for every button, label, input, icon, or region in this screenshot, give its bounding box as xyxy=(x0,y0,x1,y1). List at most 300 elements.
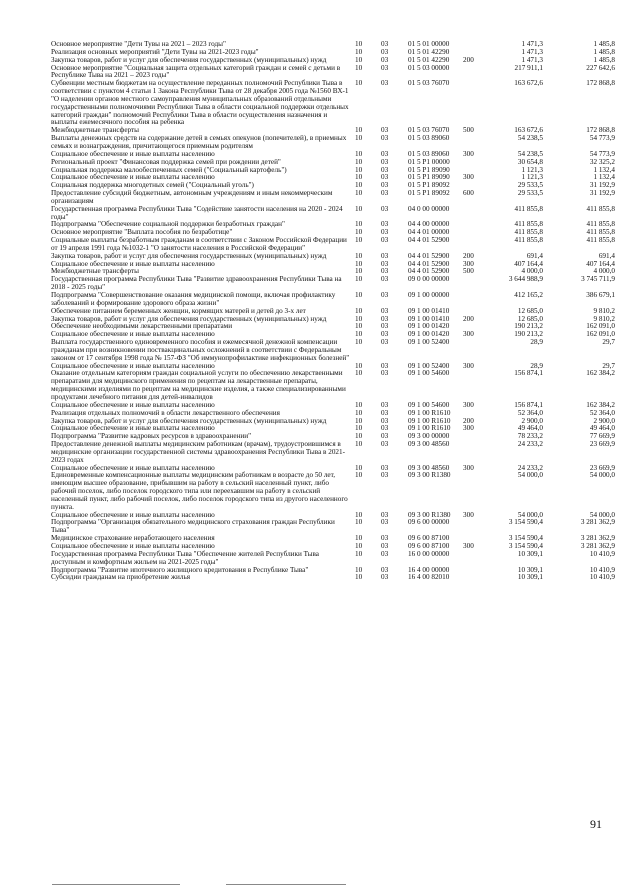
row-section-cell: 10 xyxy=(355,416,363,425)
row-amount-2022-cell: 54 000,0 xyxy=(517,471,543,480)
row-amount-2023-cell: 1 485,8 xyxy=(593,40,615,48)
row-target-code-cell: 01 5 P1 89090 xyxy=(408,165,450,174)
row-amount-2023-cell: 4 000,0 xyxy=(593,267,615,276)
row-name-cell: Основное мероприятие "Социальная защита отдельных категорий граждан и семей с детьми в Республике Тыва на 2021 – 2023 годы" xyxy=(51,63,341,80)
row-expense-type-cell xyxy=(463,292,485,308)
row-amount-2022-cell: 1 471,3 xyxy=(521,40,543,48)
row-section-cell: 10 xyxy=(355,534,363,543)
row-subsection-cell: 03 xyxy=(381,322,389,331)
row-amount-2022-cell: 28,9 xyxy=(530,338,543,347)
row-expense-type-cell xyxy=(463,237,485,253)
row-subsection-cell: 03 xyxy=(381,189,389,198)
row-amount-2022-cell: 156 874,1 xyxy=(514,400,543,409)
row-subsection-cell: 03 xyxy=(381,165,389,174)
row-amount-2022-cell: 1 121,3 xyxy=(521,173,543,182)
row-amount-2023-cell: 3 281 362,9 xyxy=(580,518,615,527)
row-target-code-cell: 01 5 03 00000 xyxy=(408,63,450,72)
row-name-cell: Выплаты денежных средств на содержание детей в семьях опекунов (попечителей), в приемных семьях и вознаграждения, причитающегося приемным родителям xyxy=(51,134,347,150)
row-section-cell: 10 xyxy=(355,189,363,198)
row-amount-2022-cell: 54 238,5 xyxy=(517,149,543,158)
row-target-code-cell: 09 3 00 00000 xyxy=(408,432,450,441)
row-amount-2023-cell: 411 855,8 xyxy=(586,236,615,245)
row-amount-2023-cell: 29,7 xyxy=(602,361,615,370)
row-expense-type-cell xyxy=(463,567,485,575)
row-target-code-cell: 09 1 00 01420 xyxy=(408,330,450,339)
budget-table xyxy=(51,41,615,582)
row-section-cell: 10 xyxy=(355,149,363,158)
row-target-code-cell: 01 5 03 89060 xyxy=(408,149,450,158)
row-subsection-cell: 03 xyxy=(381,134,389,143)
row-name-cell: Межбюджетные трансферты xyxy=(51,126,139,135)
row-section-cell: 10 xyxy=(355,369,363,378)
row-amount-2023-cell: 172 868,8 xyxy=(586,79,615,88)
row-section-cell: 10 xyxy=(355,330,363,339)
budget-table-body xyxy=(51,41,615,582)
row-name-cell: Социальная поддержка многодетных семей ("Социальный уголь") xyxy=(51,181,254,190)
row-name-cell: Государственная программа Республики Тыва "Развитие здравоохранения Республики Тыва на 2018 - 2025 годы" xyxy=(51,275,342,292)
row-amount-2022-cell: 52 364,0 xyxy=(517,408,543,417)
row-target-code-cell: 09 0 00 00000 xyxy=(408,275,450,284)
row-expense-type-cell: 300 xyxy=(463,463,474,472)
row-expense-type-cell xyxy=(463,574,485,582)
row-subsection-cell: 03 xyxy=(381,157,389,166)
row-section-cell: 10 xyxy=(355,55,363,64)
row-target-code-cell: 01 5 01 42290 xyxy=(408,55,450,64)
row-expense-type-cell: 300 xyxy=(463,330,474,339)
row-subsection-cell: 03 xyxy=(381,291,389,299)
row-amount-2022-cell: 54 000,0 xyxy=(517,510,543,519)
row-name-cell: Выплата государственного единовременного пособия и ежемесячной денежной компенсации гражданам при возникновении поствакцинальных осложнений в соответствии с Федеральным законом от 17 сентября 1998 года № 157-ФЗ "Об иммунопрофилактике инфекционных болезней" xyxy=(51,338,350,362)
row-expense-type-cell: 300 xyxy=(463,424,474,433)
row-amount-2022-cell: 691,4 xyxy=(526,251,543,260)
row-target-code-cell: 09 1 00 00000 xyxy=(408,291,450,299)
row-amount-2023-cell: 54 000,0 xyxy=(589,471,615,480)
row-amount-2022-cell: 163 672,6 xyxy=(514,79,543,88)
row-section-cell: 10 xyxy=(355,400,363,409)
row-section-cell: 10 xyxy=(355,463,363,472)
row-amount-2022-cell: 54 238,5 xyxy=(517,134,543,143)
row-target-code-cell: 04 4 01 52900 xyxy=(408,236,450,245)
row-target-code-cell: 09 1 00 R1610 xyxy=(408,416,451,425)
row-name-cell: Социальное обеспечение и иные выплаты населению xyxy=(51,259,215,268)
row-name-cell: Закупка товаров, работ и услуг для обеспечения государственных (муниципальных) нужд xyxy=(51,416,327,425)
row-amount-2022-cell: 4 000,0 xyxy=(521,267,543,276)
row-target-code-cell: 01 5 P1 00000 xyxy=(408,157,450,166)
row-amount-2022-cell: 24 233,2 xyxy=(517,463,543,472)
row-target-code-cell: 16 4 00 00000 xyxy=(408,565,450,574)
row-expense-type-cell xyxy=(463,41,485,49)
row-expense-type-cell: 300 xyxy=(463,259,474,268)
row-amount-2022-cell: 156 874,1 xyxy=(514,369,543,378)
row-section-cell: 10 xyxy=(355,322,363,331)
row-amount-2023-cell: 54 773,9 xyxy=(589,149,615,158)
row-section-cell: 10 xyxy=(355,63,363,72)
row-amount-2022-cell: 78 233,2 xyxy=(517,432,543,441)
table-row xyxy=(51,370,615,401)
row-section-cell: 10 xyxy=(355,157,363,166)
row-subsection-cell: 03 xyxy=(381,565,389,574)
row-subsection-cell: 03 xyxy=(381,361,389,370)
row-expense-type-cell xyxy=(463,441,485,465)
row-target-code-cell: 01 5 P1 89092 xyxy=(408,189,450,198)
row-section-cell: 10 xyxy=(355,408,363,417)
table-row xyxy=(51,292,615,308)
row-target-code-cell: 09 1 00 R1610 xyxy=(408,408,451,417)
row-amount-2023-cell: 32 325,2 xyxy=(589,157,615,166)
row-expense-type-cell xyxy=(463,135,485,151)
row-subsection-cell: 03 xyxy=(381,534,389,543)
row-expense-type-cell: 300 xyxy=(463,149,474,158)
row-amount-2023-cell: 411 855,8 xyxy=(586,204,615,213)
row-expense-type-cell: 200 xyxy=(463,251,474,260)
table-row xyxy=(51,551,615,567)
row-expense-type-cell xyxy=(463,65,485,81)
row-expense-type-cell xyxy=(463,433,485,441)
row-target-code-cell: 04 0 00 00000 xyxy=(408,204,450,213)
row-section-cell: 10 xyxy=(355,306,363,315)
row-section-cell: 10 xyxy=(355,291,363,299)
row-target-code-cell: 09 1 00 01410 xyxy=(408,314,450,323)
row-amount-2022-cell: 3 644 988,9 xyxy=(508,275,543,284)
row-section-cell: 10 xyxy=(355,542,363,550)
row-expense-type-cell xyxy=(463,276,485,292)
row-subsection-cell: 03 xyxy=(381,126,389,135)
table-row xyxy=(51,80,615,127)
row-section-cell: 10 xyxy=(355,471,363,480)
row-amount-2022-cell: 1 471,3 xyxy=(521,47,543,56)
row-target-code-cell: 01 5 P1 89092 xyxy=(408,181,450,190)
row-expense-type-cell: 300 xyxy=(463,400,474,409)
row-target-code-cell: 09 6 00 87100 xyxy=(408,542,450,550)
row-section-cell: 10 xyxy=(355,518,363,527)
row-target-code-cell: 16 4 00 82010 xyxy=(408,573,450,582)
row-amount-2023-cell: 54 000,0 xyxy=(589,510,615,519)
row-target-code-cell: 01 5 03 89060 xyxy=(408,134,450,143)
row-amount-2022-cell: 10 309,1 xyxy=(517,573,543,582)
row-amount-2022-cell: 163 672,6 xyxy=(514,126,543,135)
row-name-cell: Межбюджетные трансферты xyxy=(51,267,139,276)
table-row xyxy=(51,519,615,535)
row-amount-2023-cell: 172 868,8 xyxy=(586,126,615,135)
row-expense-type-cell: 200 xyxy=(463,55,474,64)
row-amount-2022-cell: 28,9 xyxy=(530,361,543,370)
row-subsection-cell: 03 xyxy=(381,440,389,449)
row-name-cell: Государственная программа Республики Тыва "Содействие занятости населения на 2020 - 2024 годы" xyxy=(51,204,343,221)
row-target-code-cell: 09 6 00 00000 xyxy=(408,518,450,527)
table-row xyxy=(51,574,615,582)
row-amount-2023-cell: 10 410,9 xyxy=(589,573,615,582)
row-amount-2023-cell: 162 091,0 xyxy=(586,322,615,331)
row-subsection-cell: 03 xyxy=(381,47,389,56)
row-amount-2023-cell: 1 132,4 xyxy=(593,165,615,174)
row-target-code-cell: 09 3 00 R1380 xyxy=(408,510,451,519)
row-subsection-cell: 03 xyxy=(381,573,389,582)
table-row xyxy=(51,472,615,511)
row-target-code-cell: 09 6 00 87100 xyxy=(408,534,450,543)
row-name-cell: Подпрограмма "Организация обязательного медицинского страхования граждан Республики Тыва" xyxy=(51,518,335,535)
row-subsection-cell: 03 xyxy=(381,79,389,88)
row-name-cell: Подпрограмма "Совершенствование оказания медицинской помощи, включая профилактику заболеваний и формирование здорового образа жизни" xyxy=(51,291,336,307)
row-amount-2022-cell: 2 900,0 xyxy=(521,416,543,425)
row-target-code-cell: 04 4 01 52900 xyxy=(408,259,450,268)
row-amount-2022-cell: 412 165,2 xyxy=(514,291,543,299)
row-expense-type-cell xyxy=(463,159,485,167)
row-target-code-cell: 09 1 00 54600 xyxy=(408,369,450,378)
row-target-code-cell: 09 3 00 R1380 xyxy=(408,471,451,480)
row-section-cell: 10 xyxy=(355,259,363,268)
row-section-cell: 10 xyxy=(355,165,363,174)
row-amount-2022-cell: 411 855,8 xyxy=(514,236,543,245)
row-section-cell: 10 xyxy=(355,220,363,229)
row-amount-2022-cell: 12 685,0 xyxy=(517,314,543,323)
row-subsection-cell: 03 xyxy=(381,314,389,323)
row-amount-2023-cell: 23 669,9 xyxy=(589,440,615,449)
row-expense-type-cell: 500 xyxy=(463,126,474,135)
row-amount-2022-cell: 407 164,4 xyxy=(514,259,543,268)
row-name-cell: Обеспечение питанием беременных женщин, кормящих матерей и детей до 3-х лет xyxy=(51,306,306,315)
page-number: 91 xyxy=(590,817,602,831)
row-amount-2023-cell: 407 164,4 xyxy=(586,259,615,268)
row-expense-type-cell xyxy=(463,551,485,567)
row-name-cell: Основное мероприятие "Дети Тувы на 2021 – 2023 годы" xyxy=(51,40,226,48)
row-expense-type-cell: 500 xyxy=(463,267,474,276)
table-row xyxy=(51,65,615,81)
row-subsection-cell: 03 xyxy=(381,432,389,441)
row-expense-type-cell: 300 xyxy=(463,173,474,182)
row-expense-type-cell xyxy=(463,229,485,237)
row-amount-2023-cell: 9 810,2 xyxy=(593,306,615,315)
row-subsection-cell: 03 xyxy=(381,400,389,409)
row-subsection-cell: 03 xyxy=(381,306,389,315)
row-amount-2023-cell: 52 364,0 xyxy=(589,408,615,417)
row-target-code-cell: 09 1 00 52400 xyxy=(408,338,450,347)
row-amount-2022-cell: 24 233,2 xyxy=(517,440,543,449)
row-name-cell: Социальное обеспечение и иные выплаты населению xyxy=(51,510,215,519)
row-amount-2022-cell: 49 464,0 xyxy=(517,424,543,433)
row-amount-2022-cell: 217 911,1 xyxy=(514,63,543,72)
row-amount-2022-cell: 29 533,5 xyxy=(517,189,543,198)
row-amount-2023-cell: 9 810,2 xyxy=(593,314,615,323)
table-row xyxy=(51,135,615,151)
row-section-cell: 10 xyxy=(355,314,363,323)
row-amount-2022-cell: 10 309,1 xyxy=(517,549,543,558)
row-name-cell: Социальное обеспечение и иные выплаты населению xyxy=(51,361,215,370)
row-expense-type-cell xyxy=(463,80,485,127)
row-amount-2023-cell: 54 773,9 xyxy=(589,134,615,143)
row-target-code-cell: 01 5 01 42290 xyxy=(408,47,450,56)
row-name-cell: Социальные выплаты безработным гражданам в соответствии с Законом Российской Федерации от 19 апреля 1991 года №1032-1 "О занятости населения в Российской Федерации" xyxy=(51,236,347,252)
row-subsection-cell: 03 xyxy=(381,549,389,558)
row-subsection-cell: 03 xyxy=(381,63,389,72)
row-name-cell: Социальное обеспечение и иные выплаты населению xyxy=(51,173,215,182)
row-name-cell: Социальное обеспечение и иные выплаты населению xyxy=(51,330,215,339)
row-amount-2023-cell: 31 192,9 xyxy=(589,181,615,190)
row-amount-2023-cell: 162 091,0 xyxy=(586,330,615,339)
row-subsection-cell: 03 xyxy=(381,275,389,284)
row-amount-2023-cell: 162 384,2 xyxy=(586,400,615,409)
row-name-cell: Предоставление денежной выплаты медицинским работникам (врачам), трудоустроившимся в медицинские организации государственной системы здравоохранения Республики Тыва в 2021-2023 годах xyxy=(51,440,346,464)
table-row xyxy=(51,190,615,206)
row-amount-2023-cell: 49 464,0 xyxy=(589,424,615,433)
row-subsection-cell: 03 xyxy=(381,542,389,550)
row-target-code-cell: 09 1 00 01410 xyxy=(408,306,450,315)
row-amount-2023-cell: 3 745 711,9 xyxy=(581,275,615,284)
row-name-cell: Социальное обеспечение и иные выплаты населению xyxy=(51,542,215,550)
row-name-cell: Подпрограмма "Развитие ипотечного жилищного кредитования в Республике Тыва" xyxy=(51,565,309,574)
row-expense-type-cell xyxy=(463,206,485,222)
row-subsection-cell: 03 xyxy=(381,369,389,378)
row-expense-type-cell: 200 xyxy=(463,314,474,323)
row-target-code-cell: 01 5 03 76070 xyxy=(408,79,450,88)
row-subsection-cell: 03 xyxy=(381,181,389,190)
row-subsection-cell: 03 xyxy=(381,463,389,472)
row-name-cell: Единовременные компенсационные выплаты медицинским работникам в возрасте до 50 лет, имеющим высшее образование, прибывшим на работу в сельский населенный пункт, либо рабочий поселок, либо поселок городского типа или переехавшим на работу в сельский населенный пункт, либо рабочий поселок, либо поселок городского типа из другого населенного пункта. xyxy=(51,471,348,511)
row-amount-2023-cell: 386 679,1 xyxy=(586,291,615,299)
row-amount-2022-cell: 411 855,8 xyxy=(514,220,543,229)
row-amount-2023-cell: 411 855,8 xyxy=(586,228,615,237)
row-section-cell: 10 xyxy=(355,565,363,574)
row-target-code-cell: 09 1 00 52400 xyxy=(408,361,450,370)
row-amount-2022-cell: 3 154 590,4 xyxy=(508,518,543,527)
row-name-cell: Государственная программа Республики Тыва "Обеспечение жителей Республики Тыва доступным и комфортным жильем на 2021-2025 годы" xyxy=(51,549,319,566)
row-subsection-cell: 03 xyxy=(381,173,389,182)
row-target-code-cell: 09 3 00 48560 xyxy=(408,440,450,449)
row-name-cell: Реализация основных мероприятий "Дети Тувы на 2021-2023 годы" xyxy=(51,47,259,56)
row-section-cell: 10 xyxy=(355,181,363,190)
table-row xyxy=(51,237,615,253)
row-name-cell: Медицинское страхование неработающего населения xyxy=(51,534,215,543)
row-subsection-cell: 03 xyxy=(381,471,389,480)
row-section-cell: 10 xyxy=(355,338,363,347)
row-amount-2022-cell: 3 154 590,4 xyxy=(508,534,543,543)
row-name-cell: Обеспечение необходимыми лекарственными препаратами xyxy=(51,322,233,331)
row-amount-2022-cell: 411 855,8 xyxy=(514,204,543,213)
footer-rule xyxy=(52,884,180,885)
row-subsection-cell: 03 xyxy=(381,228,389,237)
row-section-cell: 10 xyxy=(355,204,363,213)
row-name-cell: Закупка товаров, работ и услуг для обеспечения государственных (муниципальных) нужд xyxy=(51,314,327,323)
row-section-cell: 10 xyxy=(355,424,363,433)
row-name-cell: Закупка товаров, работ и услуг для обеспечения государственных (муниципальных) нужд xyxy=(51,251,327,260)
row-section-cell: 10 xyxy=(355,228,363,237)
row-expense-type-cell xyxy=(463,221,485,229)
row-section-cell: 10 xyxy=(355,432,363,441)
row-amount-2023-cell: 411 855,8 xyxy=(586,220,615,229)
row-name-cell: Подпрограмма "Развитие кадровых ресурсов в здравоохранении" xyxy=(51,432,252,441)
row-expense-type-cell: 600 xyxy=(463,189,474,198)
row-amount-2023-cell: 1 132,4 xyxy=(593,173,615,182)
row-name-cell: Оказание отдельным категориям граждан социальной услуги по обеспечению лекарственными препаратами для медицинского применения по рецептам на лекарственные препараты, медицинскими изделиями по рецептам на медицинские изделия, а также специализированными продуктами лечебного питания для детей-инвалидов xyxy=(51,369,346,401)
row-target-code-cell: 01 5 P1 89090 xyxy=(408,173,450,182)
row-name-cell: Предоставление субсидий бюджетным, автономным учреждениям и иным некоммерческим организациям xyxy=(51,189,333,205)
row-amount-2023-cell: 3 281 362,9 xyxy=(580,542,615,550)
row-subsection-cell: 03 xyxy=(381,251,389,260)
row-amount-2022-cell: 411 855,8 xyxy=(514,228,543,237)
row-amount-2022-cell: 30 654,8 xyxy=(517,157,543,166)
row-amount-2023-cell: 1 485,8 xyxy=(593,47,615,56)
row-expense-type-cell: 300 xyxy=(463,361,474,370)
row-amount-2022-cell: 29 533,5 xyxy=(517,181,543,190)
row-amount-2022-cell: 190 213,2 xyxy=(514,322,543,331)
row-amount-2023-cell: 162 384,2 xyxy=(586,369,615,378)
row-amount-2023-cell: 2 900,0 xyxy=(593,416,615,425)
table-row xyxy=(51,276,615,292)
row-section-cell: 10 xyxy=(355,47,363,56)
row-amount-2023-cell: 23 669,9 xyxy=(589,463,615,472)
row-name-cell: Социальное обеспечение и иные выплаты населению xyxy=(51,400,215,409)
row-section-cell: 10 xyxy=(355,549,363,558)
row-expense-type-cell: 200 xyxy=(463,416,474,425)
row-subsection-cell: 03 xyxy=(381,408,389,417)
row-subsection-cell: 03 xyxy=(381,267,389,276)
row-name-cell: Субвенции местным бюджетам на осуществление переданных полномочий Республики Тыва в соответствии с пунктом 4 статьи 1 Закона Республики Тыва от 28 декабря 2005 года №1560 ВХ-1 "О наделении органов местного самоуправления муниципальных образований отдельными государственными полномочиями Республики Тыва в области социальной поддержки отдельных категорий граждан" полномочий Республики Тыва в области осуществления назначения и выплаты ежемесячного пособия на ребенка xyxy=(51,79,349,127)
row-section-cell: 10 xyxy=(355,267,363,276)
row-section-cell: 10 xyxy=(355,573,363,582)
row-expense-type-cell xyxy=(463,339,485,363)
row-amount-2023-cell: 3 281 362,9 xyxy=(580,534,615,543)
row-expense-type-cell xyxy=(463,519,485,535)
row-subsection-cell: 03 xyxy=(381,424,389,433)
row-name-cell: Социальное обеспечение и иные выплаты населению xyxy=(51,424,215,433)
row-target-code-cell: 01 5 03 76070 xyxy=(408,126,450,135)
row-section-cell: 10 xyxy=(355,251,363,260)
row-section-cell: 10 xyxy=(355,126,363,135)
row-section-cell: 10 xyxy=(355,236,363,245)
row-amount-2023-cell: 691,4 xyxy=(598,251,615,260)
row-amount-2022-cell: 10 309,1 xyxy=(517,565,543,574)
row-subsection-cell: 03 xyxy=(381,510,389,519)
row-name-cell: Подпрограмма "Обеспечение социальной поддержки безработных граждан" xyxy=(51,220,285,229)
row-section-cell: 10 xyxy=(355,275,363,284)
row-target-code-cell: 04 4 01 52900 xyxy=(408,267,450,276)
row-amount-2023-cell: 31 192,9 xyxy=(589,189,615,198)
row-amount-2022-cell: 1 121,3 xyxy=(521,165,543,174)
row-subsection-cell: 03 xyxy=(381,236,389,245)
row-target-code-cell: 04 4 01 00000 xyxy=(408,228,450,237)
row-amount-2023-cell: 10 410,9 xyxy=(589,549,615,558)
row-expense-type-cell: 300 xyxy=(463,510,474,519)
row-target-code-cell: 09 1 00 54600 xyxy=(408,400,450,409)
row-subsection-cell: 03 xyxy=(381,220,389,229)
row-name-cell: Реализация отдельных полномочий в области лекарственного обеспечения xyxy=(51,408,280,417)
row-name-cell: Региональный проект "Финансовая поддержка семей при рождении детей" xyxy=(51,157,281,166)
row-subsection-cell: 03 xyxy=(381,55,389,64)
row-name-cell: Основное мероприятие "Выплата пособия по безработице" xyxy=(51,228,233,237)
row-amount-2023-cell: 10 410,9 xyxy=(589,565,615,574)
footer-rule xyxy=(226,884,346,885)
row-section-cell: 10 xyxy=(355,510,363,519)
row-expense-type-cell xyxy=(463,472,485,511)
row-amount-2022-cell: 3 154 590,4 xyxy=(508,542,543,550)
table-row xyxy=(51,441,615,465)
row-target-code-cell: 16 0 00 00000 xyxy=(408,549,450,558)
row-target-code-cell: 04 4 00 00000 xyxy=(408,220,450,229)
row-subsection-cell: 03 xyxy=(381,416,389,425)
row-amount-2022-cell: 190 213,2 xyxy=(514,330,543,339)
row-target-code-cell: 09 3 00 48560 xyxy=(408,463,450,472)
row-subsection-cell: 03 xyxy=(381,518,389,527)
row-amount-2022-cell: 12 685,0 xyxy=(517,306,543,315)
row-subsection-cell: 03 xyxy=(381,204,389,213)
row-section-cell: 10 xyxy=(355,134,363,143)
row-section-cell: 10 xyxy=(355,79,363,88)
row-section-cell: 10 xyxy=(355,361,363,370)
row-amount-2023-cell: 227 642,6 xyxy=(586,63,615,72)
row-amount-2022-cell: 1 471,3 xyxy=(521,55,543,64)
row-expense-type-cell: 300 xyxy=(463,542,474,550)
row-amount-2023-cell: 77 669,9 xyxy=(589,432,615,441)
table-row xyxy=(51,339,615,363)
